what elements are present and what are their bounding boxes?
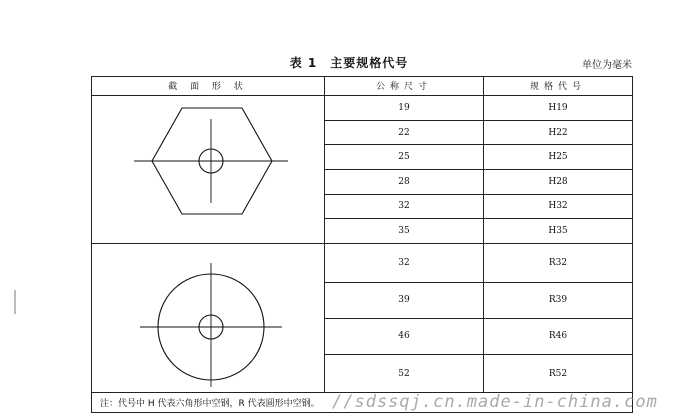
header-row (92, 77, 633, 96)
hexagon-section-cell (92, 95, 325, 244)
nominal-cell: 28 (325, 169, 484, 194)
nominal-cell: 46 (325, 318, 484, 354)
nominal-cell: 39 (325, 282, 484, 318)
code-cell: R46 (484, 318, 633, 354)
code-cell: H19 (484, 95, 633, 120)
header-code: 规格代号 (484, 77, 633, 96)
nominal-cell: 35 (325, 219, 484, 244)
nominal-cell: 32 (325, 244, 484, 282)
spec-table (91, 76, 633, 413)
nominal-cell: 52 (325, 354, 484, 392)
code-cell: H22 (484, 121, 633, 145)
nominal-cell: 32 (325, 194, 484, 218)
code-cell: H35 (484, 219, 633, 244)
header-shape: 截 面 形 状 (92, 77, 325, 96)
table-row (92, 244, 633, 282)
code-cell: R39 (484, 282, 633, 318)
round-section-cell (92, 244, 325, 393)
code-cell: R52 (484, 354, 633, 392)
code-cell: H28 (484, 169, 633, 194)
round-hollow-section-icon (92, 247, 323, 389)
nominal-cell: 25 (325, 145, 484, 169)
unit-label: 单位为毫米 (582, 60, 632, 71)
table-row (92, 95, 633, 120)
page-edge-mark (14, 290, 16, 314)
nominal-cell: 22 (325, 121, 484, 145)
table-note: 注：代号中 H 代表六角形中空钢，R 代表圆形中空钢。 (92, 393, 633, 413)
code-cell: H25 (484, 145, 633, 169)
header-nominal: 公称尺寸 (325, 77, 484, 96)
nominal-cell: 19 (325, 95, 484, 120)
code-cell: R32 (484, 244, 633, 282)
code-cell: H32 (484, 194, 633, 218)
hexagon-hollow-section-icon (92, 99, 323, 241)
table-title: 表 1 主要规格代号 (289, 56, 409, 70)
watermark-text: //sdssqj.cn.made-in-china.com (332, 392, 658, 412)
